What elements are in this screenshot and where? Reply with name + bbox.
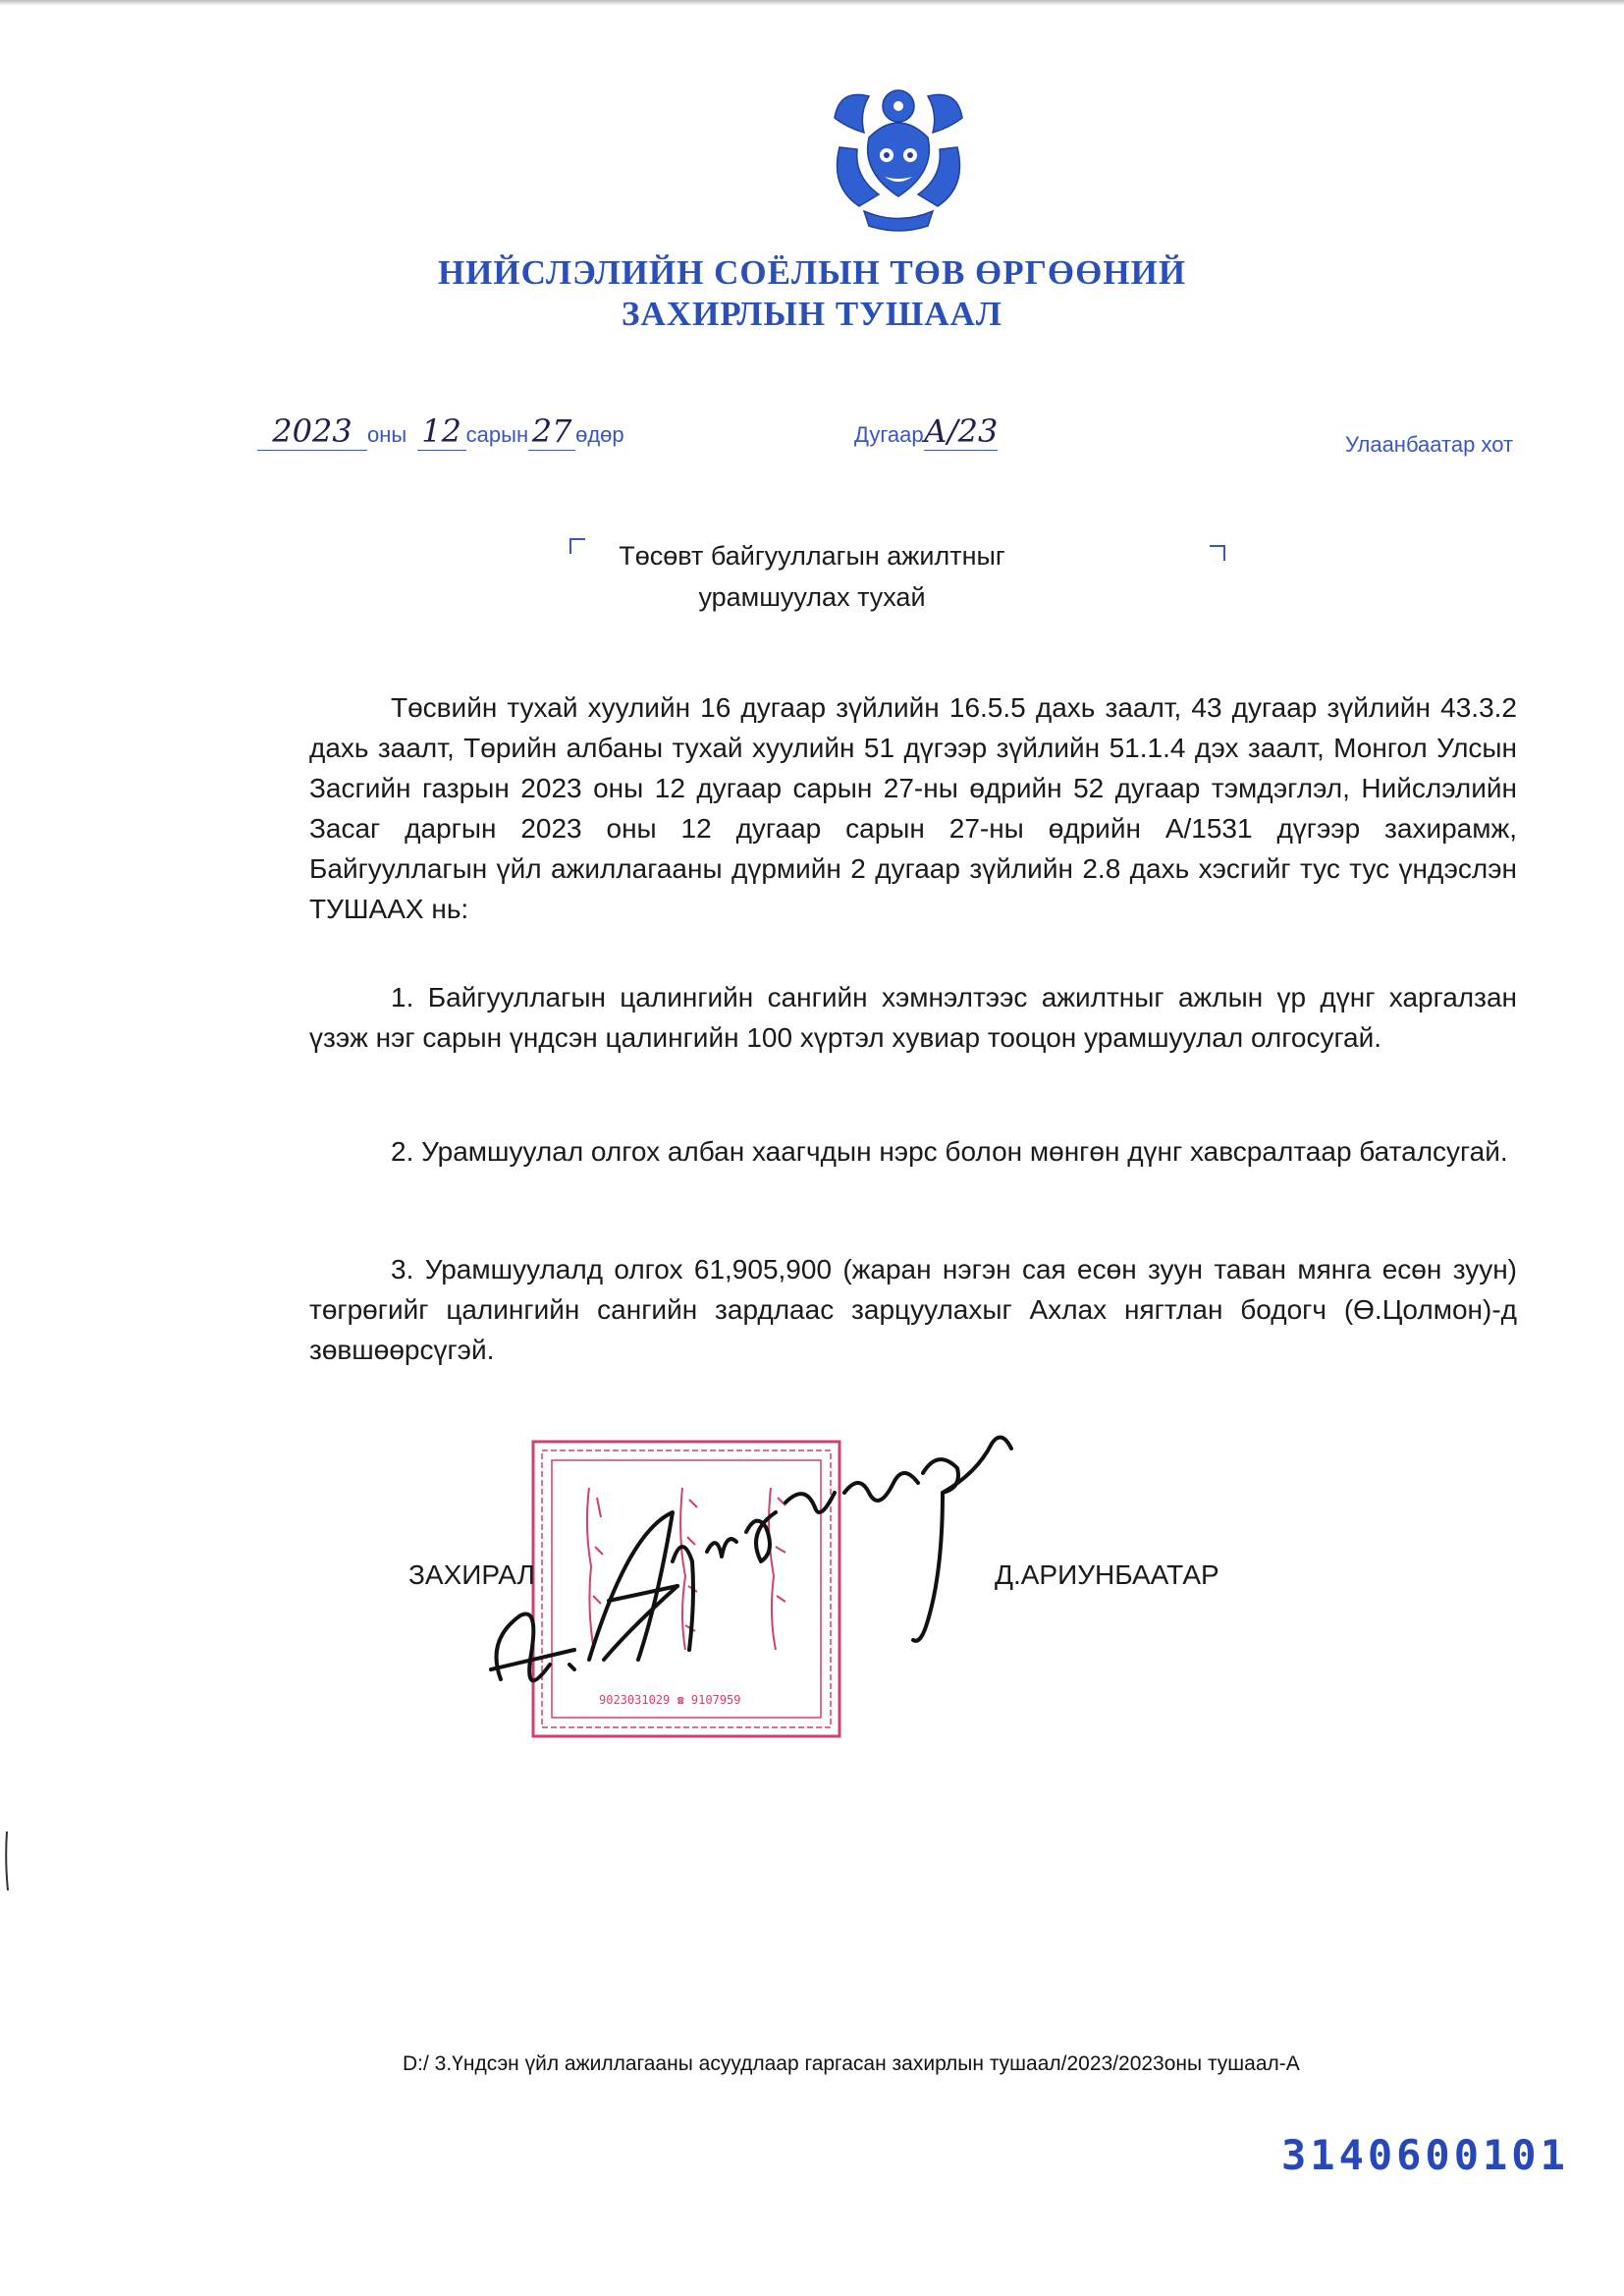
date-month: 12 [417, 412, 466, 451]
scan-edge-mark [4, 1831, 10, 1890]
org-title-line2: ЗАХИРЛЫН ТУШААЛ [622, 295, 1002, 333]
org-title-line1: НИЙСЛЭЛИЙН СОЁЛЫН ТӨВ ӨРГӨӨНИЙ [437, 253, 1187, 292]
order-item-2: 2. Урамшуулал олгох албан хаагчдын нэрс болон мөнгөн дүнг хавсралтаар баталсугай. [391, 1136, 1508, 1167]
signer-name: Д.АРИУНБААТАР [995, 1559, 1219, 1590]
document-date [257, 412, 624, 451]
signer-title: ЗАХИРАЛ [408, 1559, 535, 1590]
subject-line1: Төсөвт байгууллагын ажилтныг [619, 541, 1005, 571]
date-year: 2023 [257, 412, 367, 451]
number-label: Дугаар [854, 422, 924, 447]
order-item-3: 3. Урамшуулалд олгох 61,905,900 (жаран нэгэн сая есөн зуун таван мянга есөн зуун) төгрөгийг цалингийн сангийн зардлаас зарцуулахыг Ахлах нягтлан бодогч (Ө.Цолмон)-д зөвшөөрсүгэй. [309, 1254, 1517, 1365]
document-subject [0, 535, 1624, 618]
date-day: 27 [528, 412, 575, 451]
date-month-label: сарын [465, 422, 529, 447]
number-value: А/23 [923, 412, 999, 450]
handwritten-signature [481, 1414, 1031, 1748]
city-label: Улаанбаатар хот [1345, 432, 1514, 457]
stamp-number: 9023031029 ☎ 9107959 [599, 1693, 741, 1707]
document-code: 3140600101 [1281, 2131, 1569, 2179]
subject-line2: урамшуулах тухай [698, 582, 926, 612]
order-item-1: 1. Байгууллагын цалингийн сангийн хэмнэлтээс ажилтныг ажлын үр дүнг харгалзан үзэж нэг сарын үндсэн цалингийн 100 хүртэл хувиар тооцон урамшуулал олгосугай. [309, 982, 1517, 1053]
preamble-paragraph: Төсвийн тухай хуулийн 16 дугаар зүйлийн 16.5.5 дахь заалт, 43 дугаар зүйлийн 43.3.2 дахь заалт, Төрийн албаны тухай хуулийн 51 дүгээр зүйлийн 51.1.4 дэх заалт, Монгол Улсын Засгийн газрын 2023 оны 12 дугаар сарын 27-ны өдрийн 52 дугаар тэмдэглэл, Нийслэлийн Засаг даргын 2023 оны 12 дугаар сарын 27-ны өдрийн А/1531 дүгээр захирамж, Байгууллагын үйл ажиллагааны дүрмийн 2 дугаар зүйлийн 2.8 дахь хэсгийг тус тус үндэслэн ТУШААХ нь: [309, 692, 1517, 924]
state-emblem-icon [820, 79, 977, 236]
scan-top-edge [0, 0, 1624, 6]
file-path-footer: D:/ 3.Үндсэн үйл ажиллагааны асуудлаар гаргасан захирлын тушаал/2023/2023оны тушаал-А [403, 2052, 1300, 2075]
date-day-label: өдөр [575, 422, 624, 447]
date-year-label: оны [367, 422, 407, 447]
document-number [854, 412, 998, 450]
